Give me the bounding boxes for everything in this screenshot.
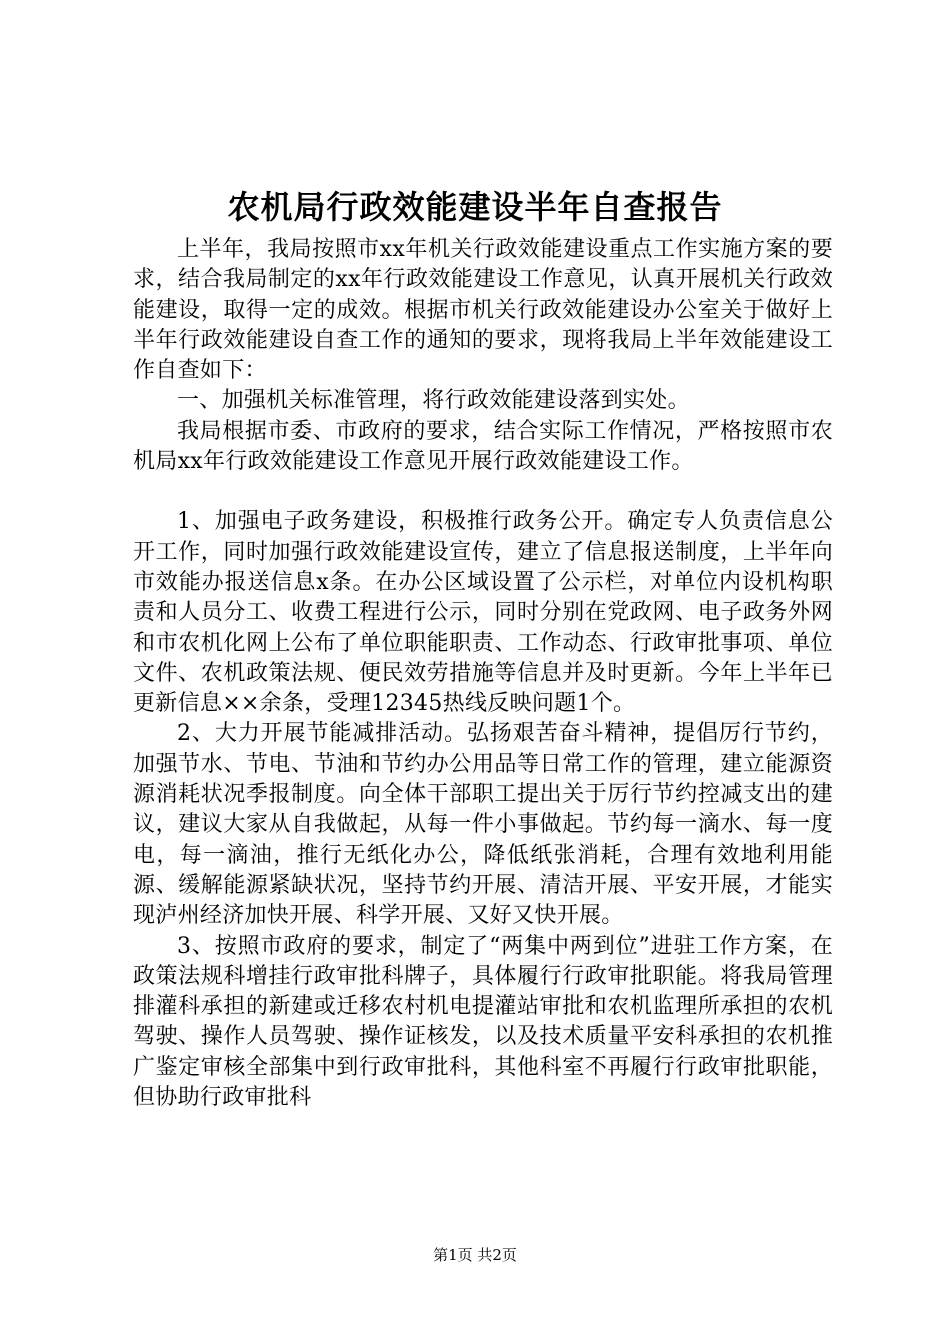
document-body: [133, 235, 833, 1113]
section-heading-1: 一、加强机关标准管理，将行政效能建设落到实处。: [177, 388, 690, 414]
paragraph-item-3: 3、按照市政府的要求，制定了“两集中两到位”进驻工作方案，在政策法规科增挂行政审批科牌子，具体履行行政审批职能。将我局管理排灌科承担的新建或迁移农村机电提灌站审批和农机监理所承担的农机驾驶、操作人员驾驶、操作证核发，以及技术质量平安科承担的农机推广鉴定审核全部集中到行政审批科，其他科室不再履行行政审批职能，但协助行政审批科: [133, 933, 833, 1111]
paragraph-intro: 上半年，我局按照市xx年机关行政效能建设重点工作实施方案的要求，结合我局制定的xx年行政效能建设工作意见，认真开展机关行政效能建设，取得一定的成效。根据市机关行政效能建设办公室关于做好上半年行政效能建设自查工作的通知的要求，现将我局上半年效能建设工作自查如下：: [133, 237, 833, 384]
page-footer: 第1页 共2页: [433, 1246, 517, 1264]
paragraph-section-1: 我局根据市委、市政府的要求，结合实际工作情况，严格按照市农机局xx年行政效能建设工作意见开展行政效能建设工作。: [133, 418, 833, 475]
paragraph-item-2: 2、大力开展节能减排活动。弘扬艰苦奋斗精神，提倡厉行节约，加强节水、节电、节油和节约办公用品等日常工作的管理，建立能源资源消耗状况季报制度。向全体干部职工提出关于厉行节约控减支出的建议，建议大家从自我做起，从每一件小事做起。节约每一滴水、每一度电，每一滴油，推行无纸化办公，降低纸张消耗，合理有效地利用能源、缓解能源紧缺状况，坚持节约开展、清洁开展、平安开展，才能实现泸州经济加快开展、科学开展、又好又快开展。: [133, 721, 833, 929]
paragraph-spacer: [133, 477, 833, 507]
document-title: 农机局行政效能建设半年自查报告: [227, 188, 723, 226]
paragraph-item-1: 1、加强电子政务建设，积极推行政务公开。确定专人负责信息公开工作，同时加强行政效能建设宣传，建立了信息报送制度，上半年向市效能办报送信息x条。在办公区域设置了公示栏，对单位内设机构职责和人员分工、收费工程进行公示，同时分别在党政网、电子政务外网和市农机化网上公布了单位职能职责、工作动态、行政审批事项、单位文件、农机政策法规、便民效劳措施等信息并及时更新。今年上半年已更新信息××余条，受理12345热线反映问题1个。: [133, 509, 833, 717]
